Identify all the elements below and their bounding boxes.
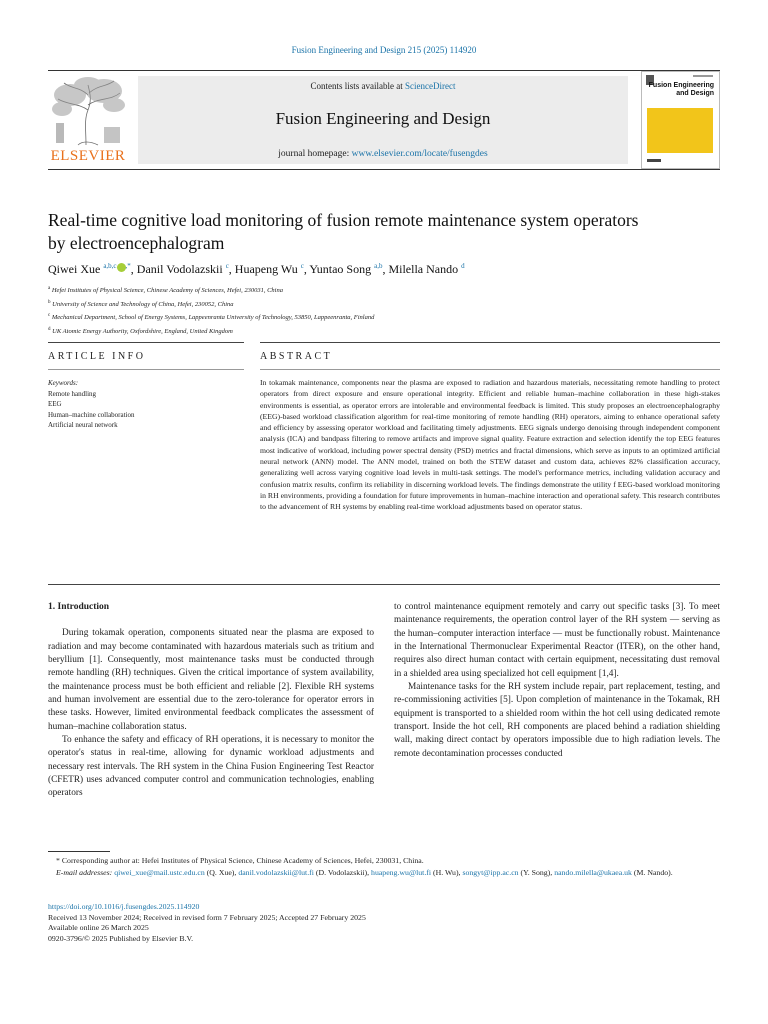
abstract-text: In tokamak maintenance, components near the plasma are exposed to radiation and hazardous materials, necessitating remote handling to protect operators from direct exposure and ensure operational integrity. Efficient and reliable human–machine collaboration in these high-stakes environments is essential, as operator errors are intolerable and environmental feedback is limited. This study proposes an electroencephalography (EEG)-based workload classification algorithm for real-time monitoring of remote handling (RH) operators, aiming to enhance operational safety and efficiency by assessing operator workload and facilitating timely adjustments. EEG signals undergo denoising through independent component analysis (ICA) and bandpass filtering to remove artifacts and improve signal quality. Feature extraction and selection identify the top EEG features most indicative of workload, including power spectral density (PSD) metrics and fractal dimensions, which serve as inputs to an optimized artificial neural network (ANN) model. The ANN model, trained on both the STEW dataset and custom data, achieves 82% classification accuracy, generalizing well across varying cognitive load levels in multi-task settings. The model's performance metrics, including validation accuracy and confusion matrix results, confirm its reliability in discerning workload levels. The findings demonstrate the utility f EEG-based workload monitoring in RH environments, providing a foundation for future improvements in human–machine interaction and operational safety. This research contributes to the advancement of RH systems by enabling real-time workload adjustments based on operator status. (260, 378, 720, 512)
author-name[interactable]: Yuntao Song (309, 262, 372, 276)
author-affil-sup[interactable]: a,b (374, 262, 383, 270)
keyword: Artificial neural network (48, 421, 118, 429)
author-list: Qiwei Xue $^{a,b,c}$ ,*, Danil Vodolazskii $^c$, Huapeng Wu $^c$, Yuntao Song $^{a,b}$, Milella Nando $^d$ (48, 262, 465, 276)
body-paragraph: To enhance the safety and efficacy of RH operations, it is necessary to monitor the operator's status in real-time, allowing for dynamic workload adjustments and necessary rest intervals. The RH system in the China Fusion Engineering Test Reactor (CFETR) uses advanced computer control and communication technologies, enabling operators (48, 735, 374, 799)
publication-info (48, 902, 720, 944)
sciencedirect-link[interactable]: ScienceDirect (405, 81, 456, 91)
body-paragraph: Maintenance tasks for the RH system include repair, part replacement, testing, and re-commissioning activities [5]. Upon completion of maintenance in the Tokamak, RH equipment is transported to a shielded room within the hot cell using dedicated remote transport. Inside the hot cell, RH components are placed behind a radiation shielding wall, making direct contact by operators impossible due to high radiation levels. The remote decontamination processes conducted (394, 682, 720, 759)
divider (260, 342, 720, 343)
affiliation-sup: d (48, 326, 51, 332)
affiliation-item (48, 310, 728, 324)
homepage-line (138, 149, 628, 159)
journal-reference[interactable]: Fusion Engineering and Design 215 (2025) 114920 (291, 45, 477, 55)
email-owner: (D. Vodolazskii), (315, 867, 370, 877)
divider (48, 584, 720, 585)
email-label: E-mail addresses: (56, 867, 113, 877)
elsevier-logo[interactable] (48, 75, 128, 165)
author-affil-sup[interactable]: d (461, 262, 465, 270)
email-owner: (Q. Xue), (206, 867, 237, 877)
author-affil-sup[interactable]: c (225, 262, 229, 270)
affiliation-text: UK Atomic Energy Authority, Oxfordshire, England, United Kingdom (52, 328, 233, 336)
cover-title-line2: and Design (676, 90, 714, 97)
section-title: 1. Introduction (48, 602, 110, 612)
affiliation-text: Hefei Institutes of Physical Science, Chinese Academy of Sciences, Hefei, 230031, China (51, 287, 283, 295)
affiliation-sup: b (48, 299, 51, 305)
author-name[interactable]: Huapeng Wu (234, 262, 298, 276)
cover-color-block (647, 108, 713, 153)
keyword: EEG (48, 400, 62, 408)
corresponding-author-note: * Corresponding author at: Hefei Institutes of Physical Science, Chinese Academy of Sciences, Hefei, 230031, China. (56, 856, 424, 865)
affiliation-text: University of Science and Technology of China, Hefei, 230052, China (52, 300, 234, 308)
email-owner: (H. Wu), (433, 867, 461, 877)
cover-title-line1: Fusion Engineering (648, 82, 714, 89)
orcid-icon[interactable] (117, 263, 126, 272)
affiliation-sup: a (48, 286, 51, 291)
abstract-heading: ABSTRACT (260, 351, 333, 362)
keyword: Human–machine collaboration (48, 410, 135, 419)
email-link[interactable]: danil.vodolazskii@lut.fi (238, 867, 314, 877)
cover-title (649, 82, 714, 98)
article-title: Real-time cognitive load monitoring of fusion remote maintenance system operators by electroencephalogram (48, 210, 639, 253)
tree-logo-icon (48, 75, 128, 147)
keyword: Remote handling (48, 389, 97, 398)
affiliation-item (48, 324, 728, 338)
email-link[interactable]: huapeng.wu@lut.fi (371, 867, 432, 877)
affiliation-sup: c (48, 313, 51, 319)
cover-issue-line (693, 75, 713, 77)
cover-footer-mark (647, 159, 661, 162)
author-name[interactable]: Danil Vodolazskii (136, 262, 223, 276)
email-owner: (M. Nando). (633, 867, 673, 877)
journal-header (48, 70, 720, 170)
author-affil-sup[interactable]: a,b,c (103, 262, 117, 270)
right-column (394, 601, 720, 761)
keywords-label: Keywords: (48, 379, 79, 387)
contents-line (138, 81, 628, 91)
journal-title: Fusion Engineering and Design (275, 109, 491, 128)
article-info-heading: ARTICLE INFO (48, 351, 146, 362)
footnote-divider (48, 851, 110, 852)
copyright: 0920-3796/© 2025 Published by Elsevier B.V. (48, 933, 194, 943)
doi-link[interactable]: https://doi.org/10.1016/j.fusengdes.2025.114920 (48, 902, 200, 911)
footnote (48, 855, 720, 878)
journal-cover[interactable] (641, 71, 720, 169)
body-paragraph: to control maintenance equipment remotely and carry out specific tasks [3]. To meet maintenance requirements, the operation control layer of the RH system — serving as the human–computer interaction interface — must be functionally robust. Maintenance in the International Thermonuclear Experimental Reactor (ITER), on the other hand, requires also direct human contact with certain equipment, necessitating dust removal in a shielded area using specialized hot cell equipment [1,4]. (394, 602, 720, 679)
homepage-link[interactable]: www.elsevier.com/locate/fusengdes (351, 149, 488, 159)
divider (48, 342, 244, 343)
email-link[interactable]: songyt@ipp.ac.cn (462, 867, 519, 877)
email-link[interactable]: nando.milella@ukaea.uk (554, 867, 632, 877)
email-owner: (Y. Song), (520, 867, 553, 877)
publisher-wordmark: ELSEVIER (50, 148, 126, 164)
affiliation-item (48, 297, 728, 311)
corresponding-mark[interactable]: ,* (125, 262, 131, 270)
divider (260, 369, 720, 370)
homepage-prefix: journal homepage: (278, 149, 352, 159)
received-dates: Received 13 November 2024; Received in revised form 7 February 2025; Accepted 27 February 2025 (48, 912, 366, 922)
affiliation-text: Mechanical Department, School of Energy Systems, Lappeenranta University of Technology, 53850, Lappeenranta, Finland (51, 314, 375, 322)
author-name[interactable]: Qiwei Xue (48, 262, 101, 276)
author-name[interactable]: Milella Nando (388, 262, 459, 276)
email-link[interactable]: qiwei_xue@mail.ustc.edu.cn (114, 867, 205, 877)
email-addresses (48, 867, 720, 879)
body-paragraph: During tokamak operation, components situated near the plasma are exposed to radiation and may become contaminated with hazardous materials such as tritium and beryllium [1]. Consequently, most maintenance tasks must be conducted through remote handling (RH) techniques. Given the critical importance of system availability, the maintenance process must be both efficient and reliable [2]. Flexible RH systems and human involvement are essential due to the zero-tolerance for operator errors in these tasks. However, limited environmental feedback complicates the assessment of human–machine collaboration status. (48, 628, 374, 732)
affiliations (48, 283, 728, 338)
available-online: Available online 26 March 2025 (48, 923, 149, 932)
author-affil-sup[interactable]: c (300, 262, 304, 270)
divider (48, 369, 244, 370)
left-column (48, 601, 374, 801)
journal-banner (138, 76, 628, 164)
keywords-block (48, 378, 228, 431)
contents-prefix: Contents lists available at (310, 81, 405, 91)
affiliation-item (48, 283, 728, 297)
